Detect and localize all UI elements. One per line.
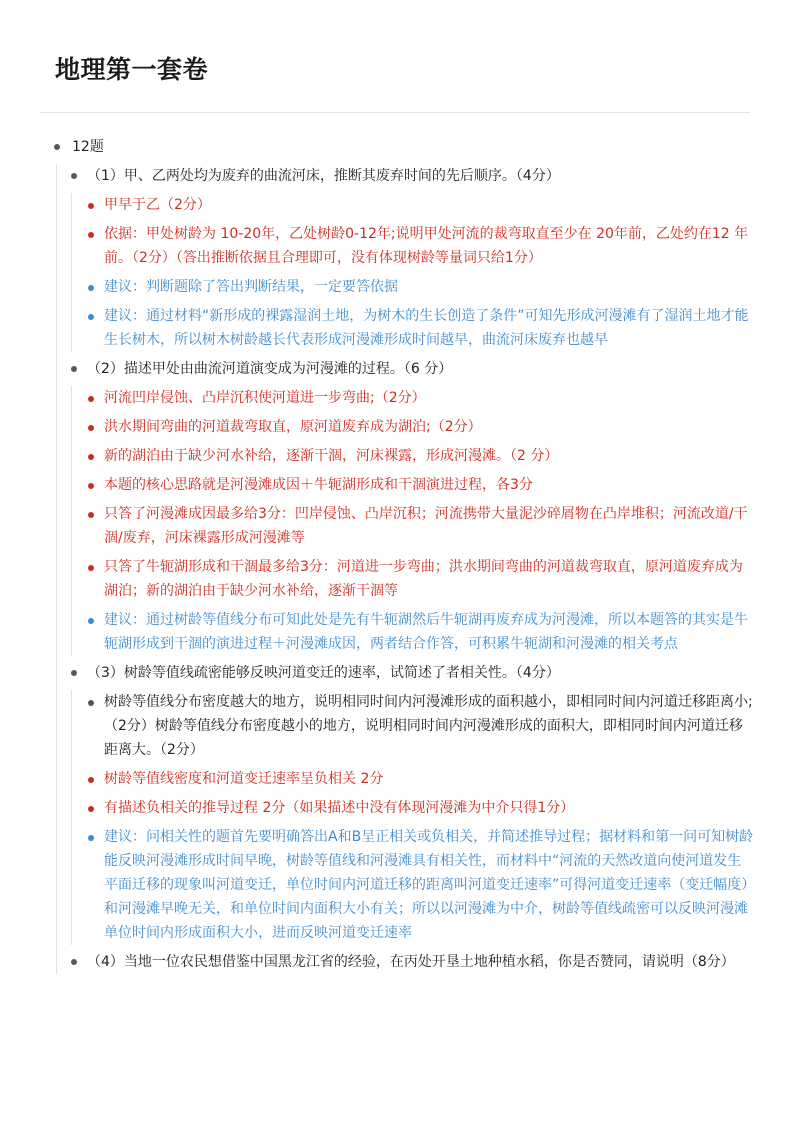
- answer-item: [84, 796, 755, 820]
- bullet-dot: [88, 565, 94, 571]
- bullet-dot: [88, 806, 94, 812]
- answer-list: [71, 690, 755, 945]
- answer-text: 新的湖泊由于缺少河水补给，逐渐干涸，河床裸露，形成河漫滩。（2 分）: [104, 448, 559, 464]
- answer-text: 依据：甲处树龄为 10-20年，乙处树龄0-12年;说明甲处河流的裁弯取直至少在 20年前，乙处约在12 年前。（2分）（答出推断依据且合理即可，没有体现树龄等量词只给1分）: [104, 226, 749, 266]
- part-list: [56, 164, 755, 974]
- answer-item: [84, 767, 755, 791]
- bullet-dot: [88, 425, 94, 431]
- bullet-dot: [88, 232, 94, 238]
- bullet-dot: [88, 396, 94, 402]
- answer-text: 树龄等值线密度和河道变迁速率呈负相关 2分: [104, 771, 384, 787]
- part-text: （1）甲、乙两处均为废弃的曲流河床，推断其废弃时间的先后顺序。（4分）: [87, 168, 560, 184]
- answer-text: 洪水期间弯曲的河道裁弯取直，原河道废弃成为湖泊;（2分）: [104, 419, 482, 435]
- answer-text: 河流凹岸侵蚀、凸岸沉积使河道进一步弯曲;（2分）: [104, 390, 426, 406]
- page-title: 地理第一套卷: [55, 55, 209, 84]
- suggestion-item: [84, 825, 755, 945]
- bullet-dot: [88, 483, 94, 489]
- part-item: [67, 164, 755, 352]
- bullet-dot: [88, 512, 94, 518]
- answer-list: [71, 193, 755, 352]
- answer-item: [84, 193, 755, 217]
- answer-text: 有描述负相关的推导过程 2分（如果描述中没有体现河漫滩为中介只得1分）: [104, 800, 575, 816]
- answer-text: 甲早于乙（2分）: [104, 197, 211, 213]
- title-divider: [40, 112, 750, 113]
- bullet-dot: [71, 173, 77, 179]
- bullet-dot: [88, 618, 94, 624]
- answer-item: [84, 415, 755, 439]
- answer-text: 树龄等值线分布密度越大的地方，说明相同时间内河漫滩形成的面积越小，即相同时间内河道迁移距离小;（2分）树龄等值线分布密度越小的地方，说明相同时间内河漫滩形成的面积大，即相同时间内河道迁移距离大。（2分）: [104, 694, 753, 758]
- answer-item: [84, 502, 755, 550]
- bullet-dot: [88, 203, 94, 209]
- part-text: （4）当地一位农民想借鉴中国黑龙江省的经验，在丙处开垦土地种植水稻，你是否赞同，请说明（8分）: [87, 954, 735, 970]
- part-text: （2）描述甲处由曲流河道演变成为河漫滩的过程。（6 分）: [87, 361, 453, 377]
- part-item: [67, 357, 755, 656]
- answer-text: 只答了河漫滩成因最多给3分：凹岸侵蚀、凸岸沉积；河流携带大量泥沙碎屑物在凸岸堆积；河流改道/干涸/废弃，河床裸露形成河漫滩等: [104, 506, 748, 546]
- question-item: [50, 135, 755, 974]
- answer-item: [84, 473, 755, 497]
- answer-text: 只答了牛轭湖形成和干涸最多给3分：河道进一步弯曲；洪水期间弯曲的河道裁弯取直，原河道废弃成为湖泊；新的湖泊由于缺少河水补给，逐渐干涸等: [104, 559, 743, 599]
- part-item: [67, 950, 755, 974]
- suggestion-item: [84, 608, 755, 656]
- bullet-dot: [88, 777, 94, 783]
- answer-text: 本题的核心思路就是河漫滩成因＋牛轭湖形成和干涸演进过程，各3分: [104, 477, 533, 493]
- bullet-dot: [71, 366, 77, 372]
- suggestion-item: [84, 304, 755, 352]
- suggestion-text: 建议：判断题除了答出判断结果，一定要答依据: [104, 279, 398, 295]
- bullet-dot: [71, 670, 77, 676]
- bullet-dot: [88, 454, 94, 460]
- question-label: 12题: [72, 139, 104, 155]
- bullet-dot: [88, 700, 94, 706]
- suggestion-text: 建议：问相关性的题首先要明确答出A和B呈正相关或负相关，并简述推导过程；据材料和第一问可知树龄能反映河漫滩形成时间早晚，树龄等值线和河漫滩具有相关性，而材料中“河流的天然改道向使河道发生平面迁移的现象叫河道变迁，单位时间内河道迁移的距离叫河道变迁速率”可得河道变迁速率（变迁幅度）和河漫滩早晚无关，和单位时间内面积大小有关；所以以河漫滩为中介，树龄等值线疏密可以反映河漫滩单位时间内形成面积大小，进而反映河道变迁速率: [104, 829, 754, 941]
- suggestion-text: 建议：通过树龄等值线分布可知此处是先有牛轭湖然后牛轭湖再废弃成为河漫滩，所以本题答的其实是牛轭湖形成到干涸的演进过程＋河漫滩成因，两者结合作答，可积累牛轭湖和河漫滩的相关考点: [104, 612, 748, 652]
- bullet-dot: [88, 314, 94, 320]
- bullet-dot: [54, 144, 60, 150]
- suggestion-item: [84, 275, 755, 299]
- bullet-dot: [88, 835, 94, 841]
- bullet-dot: [88, 285, 94, 291]
- answer-item: [84, 386, 755, 410]
- part-item: [67, 661, 755, 945]
- answer-item: [84, 444, 755, 468]
- suggestion-text: 建议：通过材料“新形成的裸露湿润土地，为树木的生长创造了条件”可知先形成河漫滩有了湿润土地才能生长树木，所以树木树龄越长代表形成河漫滩形成时间越早，曲流河床废弃也越早: [104, 308, 749, 348]
- bullet-dot: [71, 959, 77, 965]
- part-text: （3）树龄等值线疏密能够反映河道变迁的速率，试简述了者相关性。（4分）: [87, 665, 560, 681]
- answer-item: [84, 555, 755, 603]
- answer-item: [84, 222, 755, 270]
- answer-list: [71, 386, 755, 656]
- question-list: [50, 135, 755, 974]
- answer-item: [84, 690, 755, 762]
